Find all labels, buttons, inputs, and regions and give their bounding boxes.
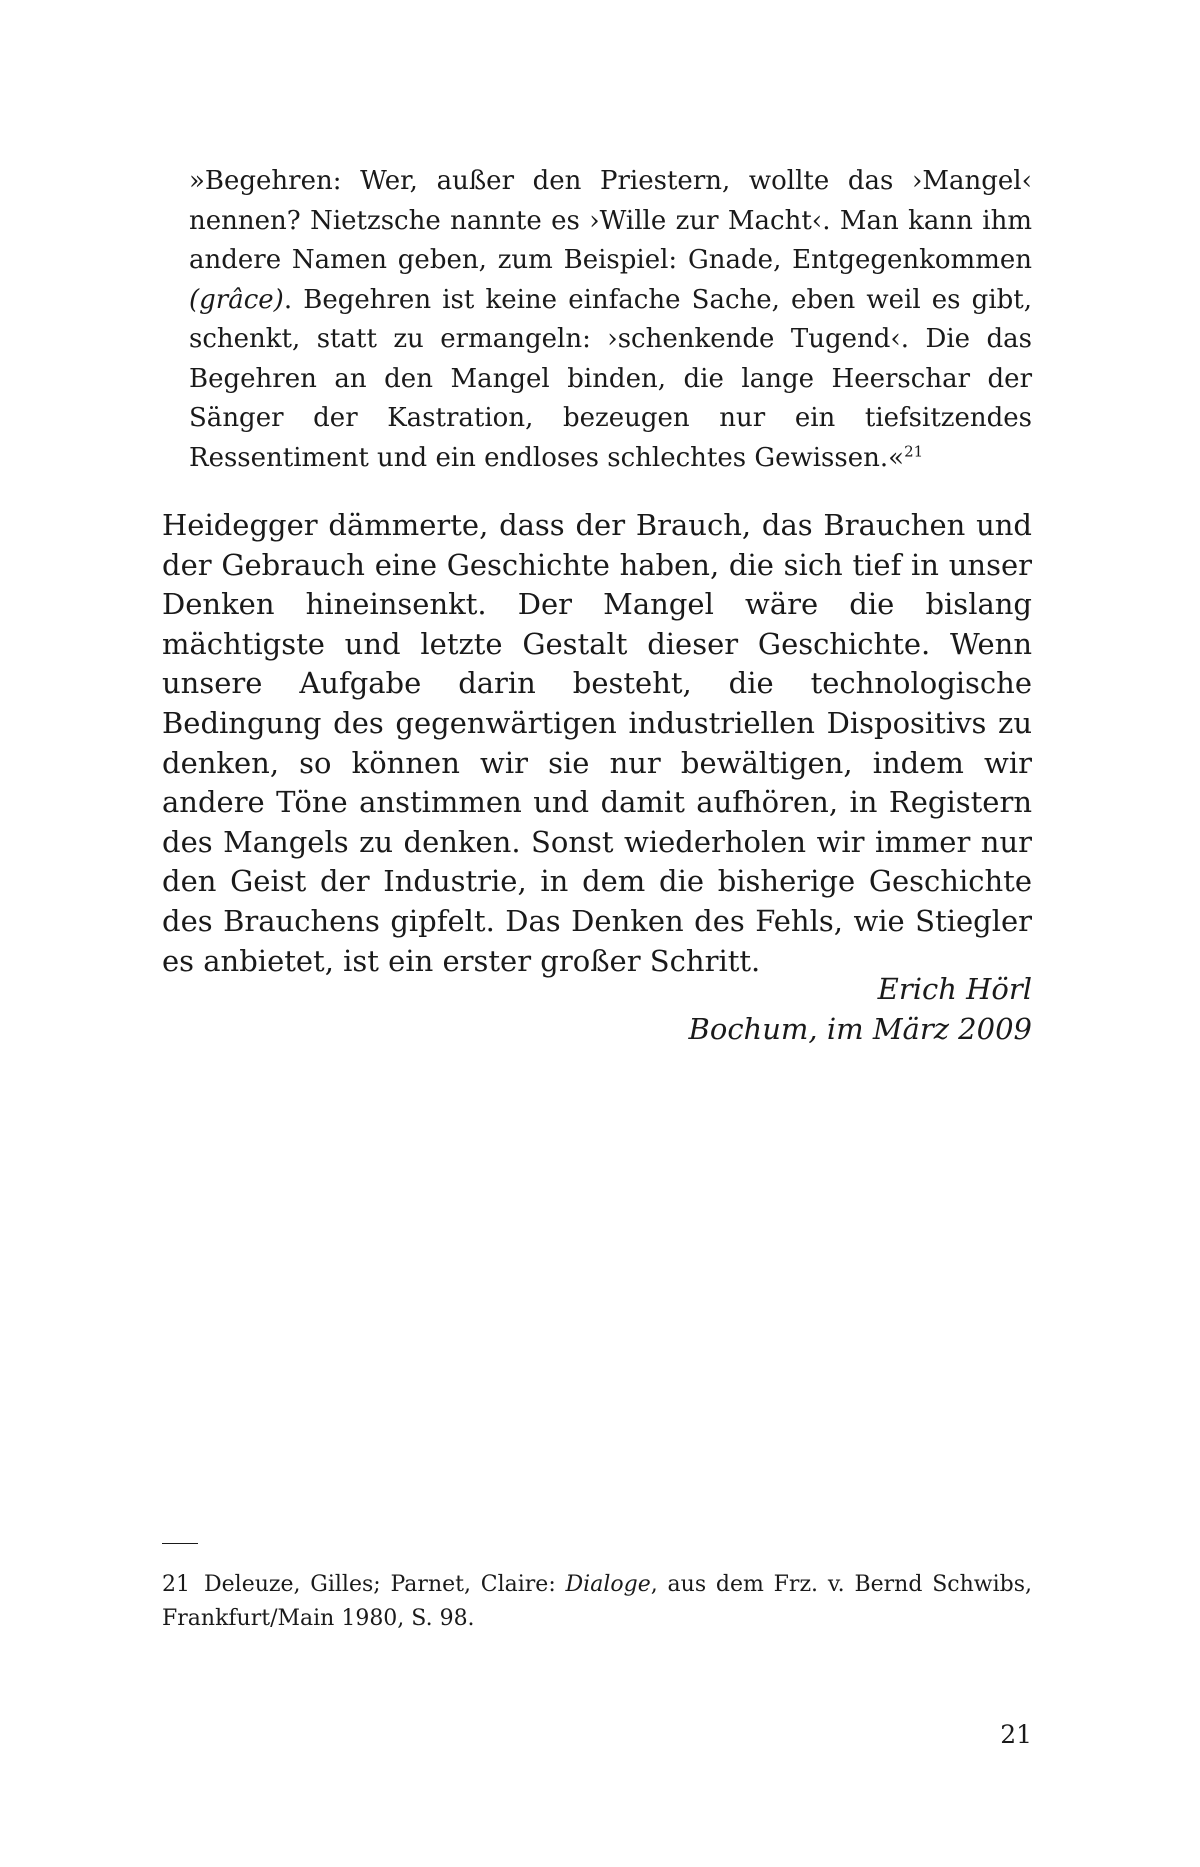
footnote-reference: 21 (904, 441, 924, 460)
quote-italic-term: (grâce) (189, 284, 284, 315)
page-number: 21 (1000, 1720, 1032, 1749)
footnote-divider (162, 1543, 198, 1544)
signature-author: Erich Hörl (877, 972, 1032, 1006)
footnote-number: 21 (162, 1572, 190, 1597)
block-quote (189, 162, 1032, 478)
signature-block (432, 970, 1032, 1049)
footnote-italic-title: Dialoge (565, 1572, 651, 1597)
quote-text-end: . Begehren ist keine einfache Sache, eben weil es gibt, schenkt, statt zu ermangeln: ›schenkende Tugend‹. Die das Begehren an den Mangel binden, die lange Heerschar der Sänger der Kastration, bezeugen nur ein tiefsitzendes Ressentiment und ein endloses schlechtes Gewissen.« (189, 284, 1032, 473)
footnote (162, 1568, 1032, 1636)
footnote-text-end: , aus dem Frz. v. Bernd Schwibs, Frankfurt/Main 1980, S. 98. (162, 1572, 1032, 1631)
footnote-text-start: Deleuze, Gilles; Parnet, Claire: (204, 1572, 566, 1597)
quote-text-start: »Begehren: Wer, außer den Priestern, wollte das ›Mangel‹ nennen? Nietzsche nannte es ›Wille zur Macht‹. Man kann ihm andere Namen geben, zum Beispiel: Gnade, Entgegenkommen (189, 166, 1032, 275)
signature-place-date: Bochum, im März 2009 (688, 1011, 1032, 1046)
body-paragraph: Heidegger dämmerte, dass der Brauch, das Brauchen und der Gebrauch eine Geschichte haben, die sich tief in unser Denken hineinsenkt. Der Mangel wäre die bislang mächtigste und letzte Gestalt dieser Geschichte. Wenn unsere Aufgabe darin besteht, die technologische Bedingung des gegenwärtigen industriellen Dispositivs zu denken, so können wir sie nur bewältigen, indem wir andere Töne anstimmen und damit aufhören, in Registern des Mangels zu denken. Sonst wiederholen wir immer nur den Geist der Industrie, in dem die bisherige Geschichte des Brauchens gipfelt. Das Denken des Fehls, wie Stiegler es anbietet, ist ein erster großer Schritt. (162, 508, 1032, 978)
